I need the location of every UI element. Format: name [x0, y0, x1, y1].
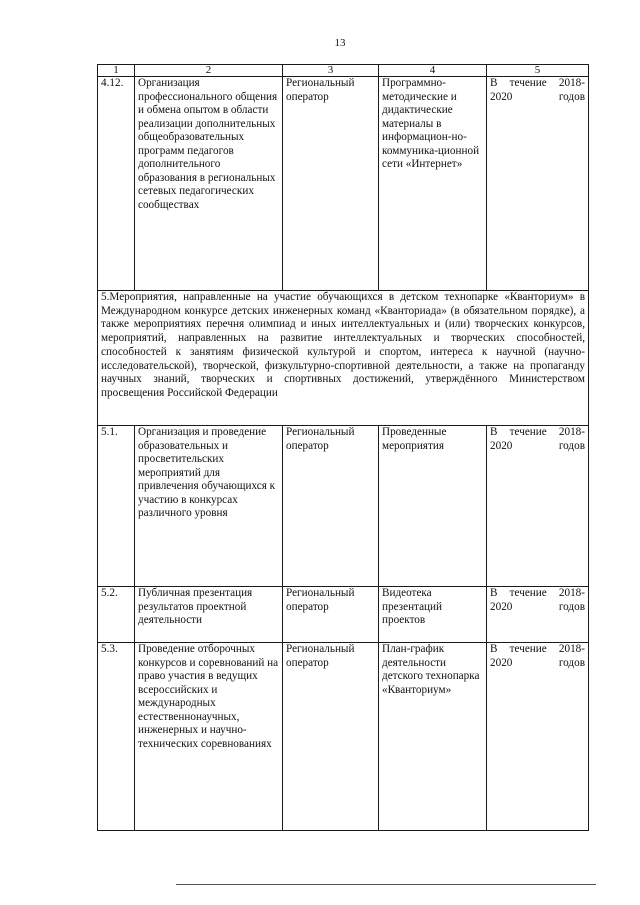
header-cell: 2 [135, 65, 283, 77]
section-row [98, 291, 589, 426]
event-cell: Проведение отборочных конкурсов и соревнований на право участия в ведущих всероссийских и международных естественнонаучных, инженерных и научно-технических соревнованиях [135, 643, 283, 831]
result-cell: Проведенные мероприятия [379, 426, 487, 587]
table-header-row [98, 65, 589, 77]
result-cell: Программно-методические и дидактические материалы в информацион-но-коммуника-ционной сети «Интернет» [379, 77, 487, 291]
header-cell: 1 [98, 65, 135, 77]
row-number: 5.1. [98, 426, 135, 587]
deadline-cell [487, 643, 589, 831]
header-cell: 3 [283, 65, 379, 77]
event-cell: Публичная презентация результатов проектной деятельности [135, 587, 283, 643]
result-cell: Видеотека презентаций проектов [379, 587, 487, 643]
table-row [98, 77, 589, 291]
deadline-cell [487, 77, 589, 291]
section-5-heading: 5.Мероприятия, направленные на участие обучающихся в детском технопарке «Кванториум» в Международном конкурсе детских инженерных команд «Кванториада» (в обязательном порядке), а также мероприятиях перечня олимпиад и иных интеллектуальных и (или) творческих конкурсов, мероприятий, направленных на развитие интеллектуальных и творческих способностей, способностей к занятиям физической культурой и спортом, интереса к научной (научно-исследовательской), творческой, физкультурно-спортивной деятельности, а также на пропаганду научных знаний, творческих и спортивных достижений, утверждённого Министерством просвещения Российской Федерации [98, 291, 589, 426]
page-number: 13 [334, 37, 346, 49]
responsible-cell: Региональный оператор [283, 643, 379, 831]
deadline-cell [487, 587, 589, 643]
deadline-text: В течение 2018-2020 годов [490, 643, 585, 669]
event-cell: Организация и проведение образовательных и просветительских мероприятий для привлечения обучающихся к участию в конкурсах различного уровня [135, 426, 283, 587]
row-number: 4.12. [98, 77, 135, 291]
measures-table [97, 64, 589, 831]
deadline-text: В течение 2018-2020 годов [490, 426, 585, 452]
scan-bottom-rule [176, 884, 596, 885]
header-cell: 5 [487, 65, 589, 77]
deadline-text: В течение 2018-2020 годов [490, 587, 585, 613]
deadline-cell [487, 426, 589, 587]
responsible-cell: Региональный оператор [283, 587, 379, 643]
row-number: 5.2. [98, 587, 135, 643]
deadline-text: В течение 2018-2020 годов [490, 77, 585, 103]
responsible-cell: Региональный оператор [283, 77, 379, 291]
responsible-cell: Региональный оператор [283, 426, 379, 587]
row-number: 5.3. [98, 643, 135, 831]
table-row [98, 587, 589, 643]
table-row [98, 643, 589, 831]
table-row [98, 426, 589, 587]
event-cell: Организация профессионального общения и обмена опытом в области реализации дополнительных общеобразовательных программ педагогов дополнительного образования в региональных сетевых педагогических сообществах [135, 77, 283, 291]
result-cell: План-график деятельности детского технопарка «Кванториум» [379, 643, 487, 831]
header-cell: 4 [379, 65, 487, 77]
